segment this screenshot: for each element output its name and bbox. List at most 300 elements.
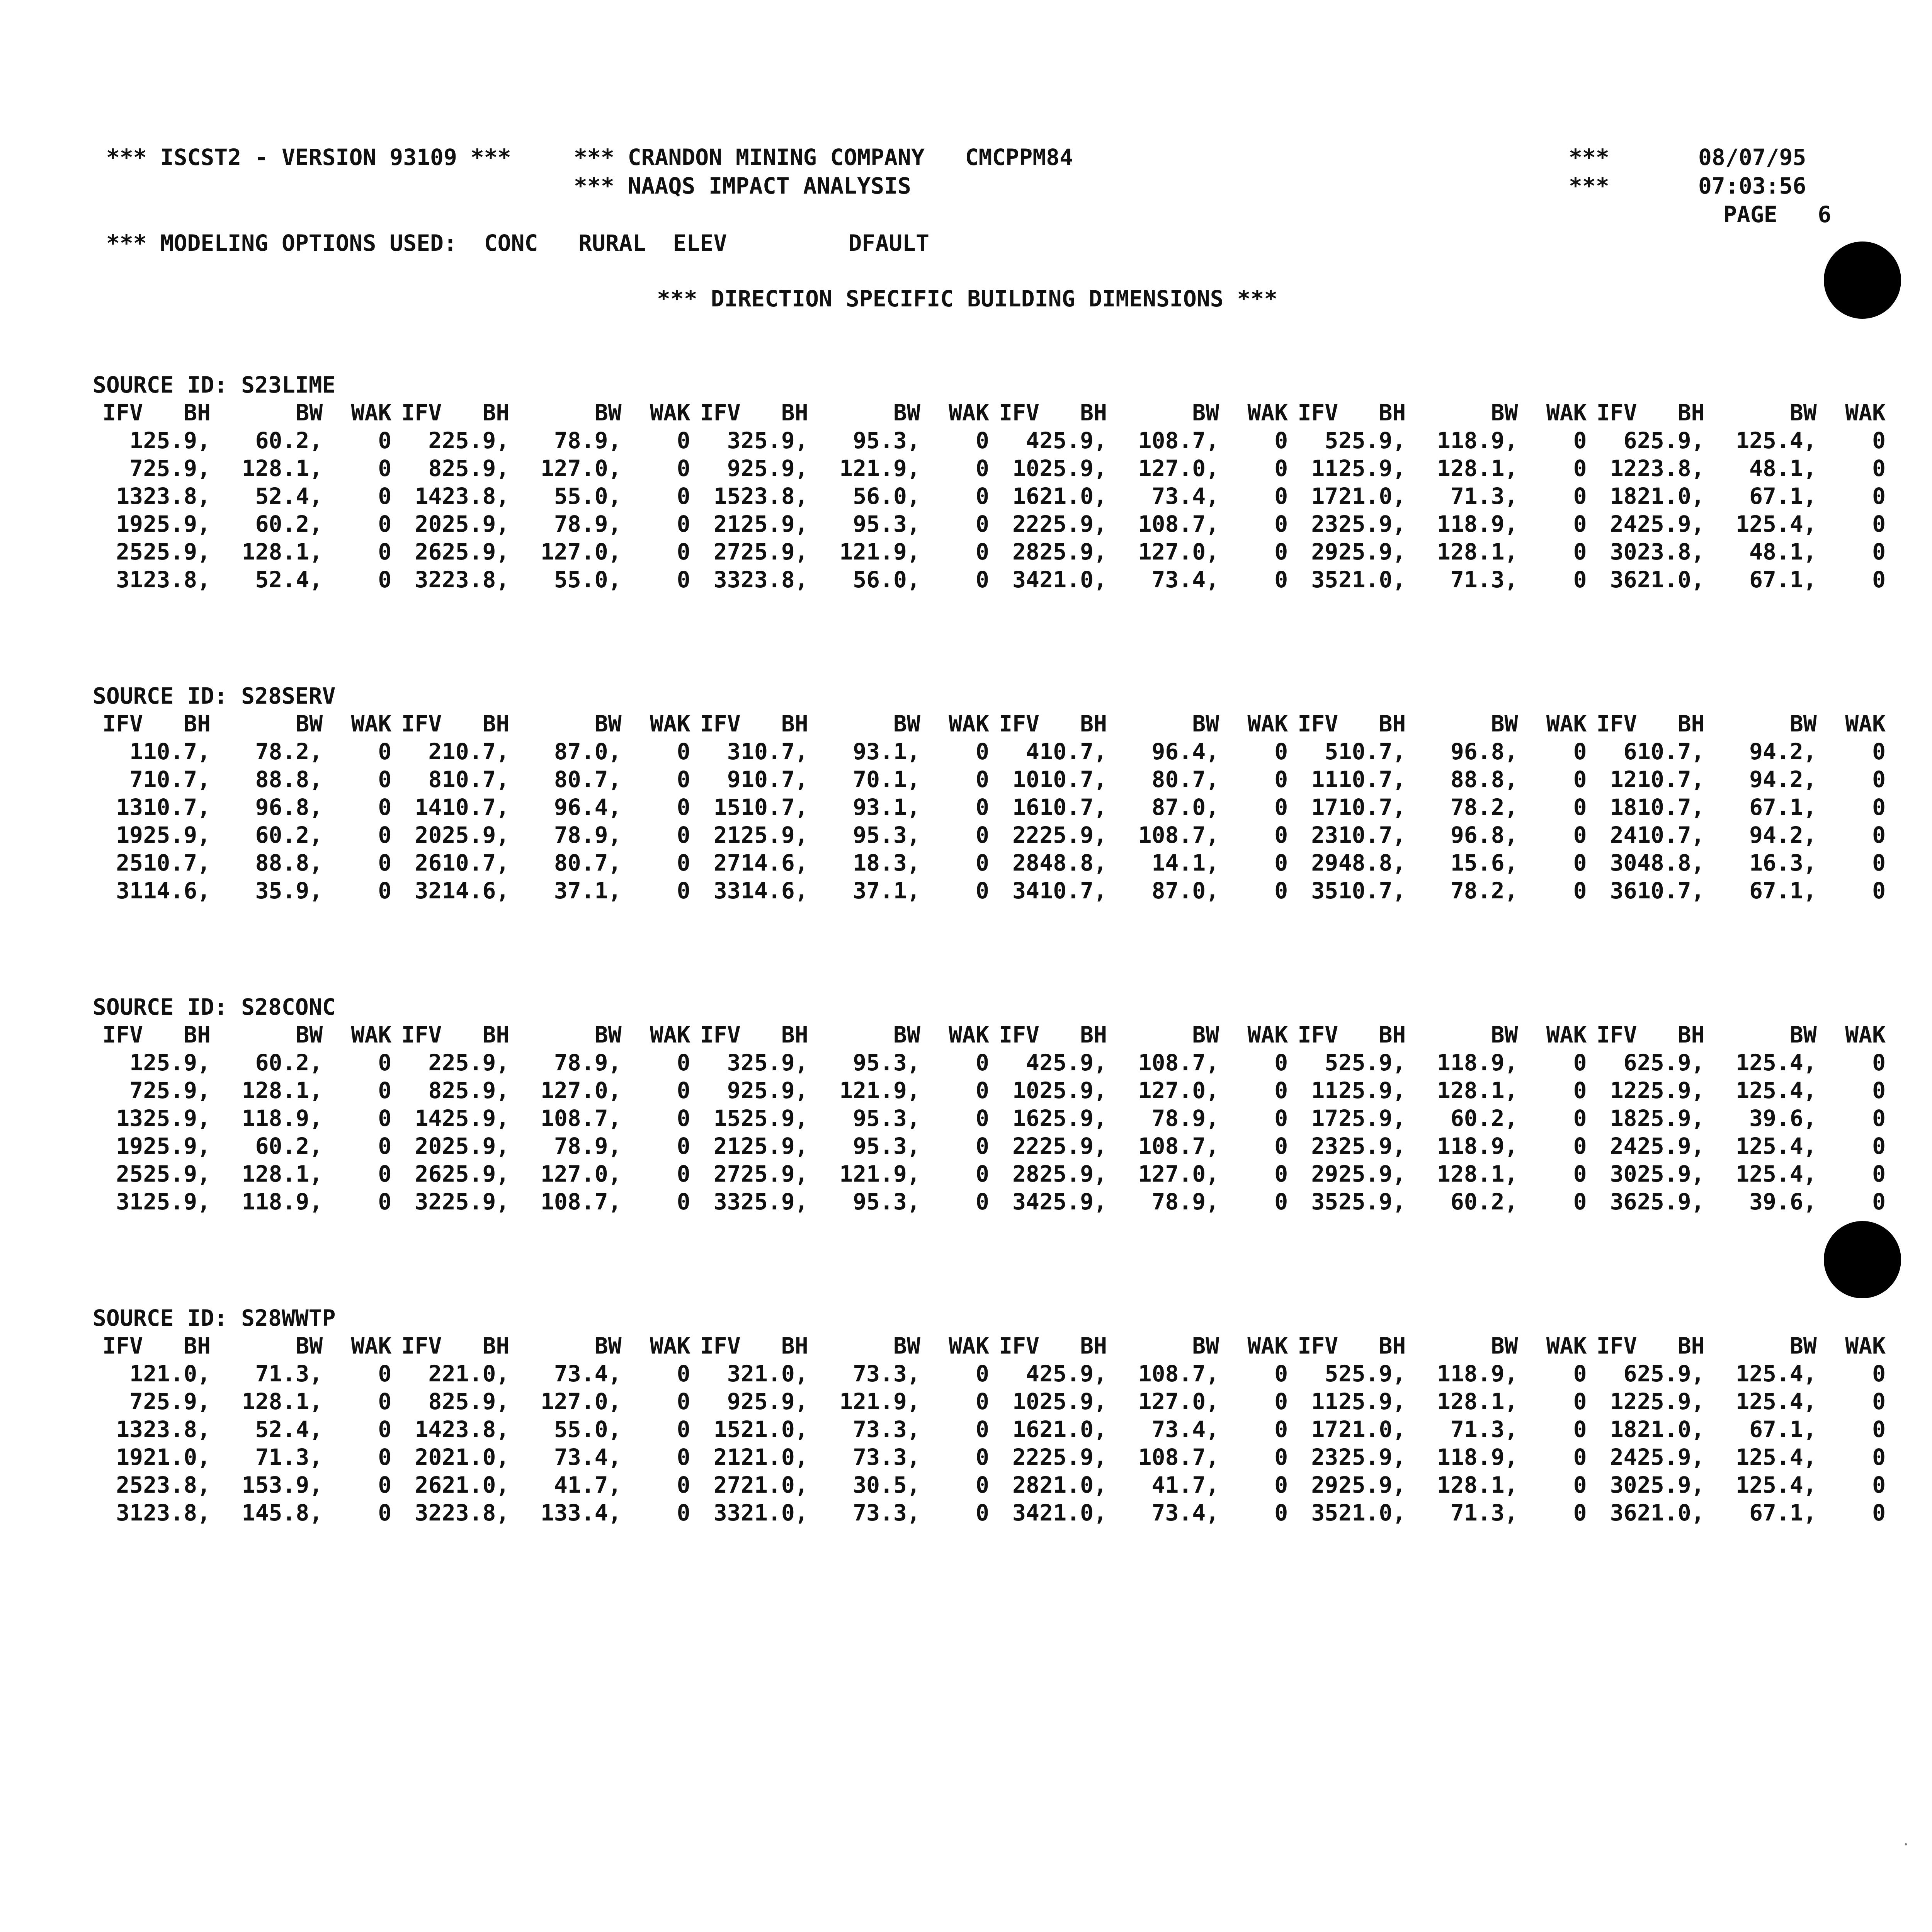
ifv-cell: 5 xyxy=(1325,738,1338,765)
bh-cell: 25.9, xyxy=(741,1189,808,1215)
ifv-cell: 23 xyxy=(1311,511,1338,537)
table-header-row xyxy=(93,1021,1886,1049)
wak-cell: 0 xyxy=(1573,566,1587,593)
wak-cell: 0 xyxy=(1274,1161,1288,1187)
ifv-cell: 25 xyxy=(116,850,143,876)
ifv-cell: 11 xyxy=(1311,766,1338,793)
ifv-cell: 19 xyxy=(116,1133,143,1159)
bw-cell: 71.3, xyxy=(1450,483,1518,509)
wak-cell: 0 xyxy=(378,1416,392,1442)
bw-cell: 73.3, xyxy=(853,1416,920,1442)
table-row xyxy=(93,1415,1886,1443)
column-header-ifv: IFV xyxy=(102,1333,143,1359)
ifv-cell: 6 xyxy=(1623,427,1637,454)
ifv-cell: 34 xyxy=(1012,1189,1039,1215)
column-header-wak: WAK xyxy=(351,1333,392,1359)
wak-cell: 0 xyxy=(677,850,690,876)
bw-cell: 108.7, xyxy=(1138,822,1219,848)
bw-cell: 127.0, xyxy=(541,1388,622,1415)
ifv-cell: 11 xyxy=(1311,455,1338,481)
bw-cell: 108.7, xyxy=(1138,427,1219,454)
bw-cell: 87.0, xyxy=(1151,794,1219,820)
source-id-title: SOURCE ID: S28CONC xyxy=(93,994,336,1020)
bh-cell: 10.7, xyxy=(1338,738,1406,765)
ifv-cell: 21 xyxy=(713,511,741,537)
wak-cell: 0 xyxy=(1573,1361,1587,1387)
table-header-row xyxy=(93,710,1886,738)
bh-cell: 25.9, xyxy=(741,1388,808,1415)
ifv-cell: 15 xyxy=(713,794,741,820)
bw-cell: 60.2, xyxy=(255,1133,323,1159)
header-stars-right-1: *** xyxy=(1569,144,1609,170)
bh-cell: 21.0, xyxy=(442,1472,510,1498)
bw-cell: 108.7, xyxy=(1138,511,1219,537)
ifv-cell: 15 xyxy=(713,1105,741,1131)
column-header-bh: BH xyxy=(1379,1022,1406,1048)
bh-cell: 25.9, xyxy=(442,511,510,537)
column-header-wak: WAK xyxy=(351,400,392,426)
bh-cell: 25.9, xyxy=(741,427,808,454)
bw-cell: 118.9, xyxy=(1437,1361,1518,1387)
bh-cell: 25.9, xyxy=(1039,822,1107,848)
column-header-bh: BH xyxy=(781,711,808,737)
wak-cell: 0 xyxy=(1274,427,1288,454)
ifv-cell: 7 xyxy=(129,455,143,481)
bh-cell: 21.0, xyxy=(1338,1500,1406,1526)
bh-cell: 23.8, xyxy=(741,566,808,593)
bh-cell: 10.7, xyxy=(1039,878,1107,904)
bh-cell: 25.9, xyxy=(1039,1388,1107,1415)
wak-cell: 0 xyxy=(1274,850,1288,876)
bh-cell: 25.9, xyxy=(1637,1133,1705,1159)
bh-cell: 25.9, xyxy=(442,1105,510,1131)
bw-cell: 78.2, xyxy=(1450,878,1518,904)
bw-cell: 39.6, xyxy=(1749,1189,1817,1215)
column-header-ifv: IFV xyxy=(1596,400,1637,426)
bw-cell: 133.4, xyxy=(541,1500,622,1526)
bh-cell: 21.0, xyxy=(1637,566,1705,593)
bh-cell: 21.0, xyxy=(741,1416,808,1442)
wak-cell: 0 xyxy=(1872,1189,1886,1215)
bw-cell: 95.3, xyxy=(853,427,920,454)
column-header-ifv: IFV xyxy=(999,1333,1039,1359)
bh-cell: 21.0, xyxy=(1338,483,1406,509)
bw-cell: 93.1, xyxy=(853,794,920,820)
bh-cell: 10.7, xyxy=(1637,794,1705,820)
column-header-bw: BW xyxy=(1789,1333,1817,1359)
bw-cell: 127.0, xyxy=(1138,1388,1219,1415)
wak-cell: 0 xyxy=(677,1444,690,1470)
bh-cell: 25.9, xyxy=(1039,1444,1107,1470)
wak-cell: 0 xyxy=(1274,766,1288,793)
column-header-bw: BW xyxy=(296,1333,323,1359)
ifv-cell: 10 xyxy=(1012,1388,1039,1415)
ifv-cell: 20 xyxy=(415,822,442,848)
column-header-ifv: IFV xyxy=(999,400,1039,426)
column-header-bw: BW xyxy=(1491,711,1518,737)
bh-cell: 25.9, xyxy=(442,1077,510,1104)
bw-cell: 73.4, xyxy=(1151,483,1219,509)
bw-cell: 118.9, xyxy=(1437,511,1518,537)
wak-cell: 0 xyxy=(378,850,392,876)
section-title: *** DIRECTION SPECIFIC BUILDING DIMENSIONS *** xyxy=(657,286,1278,312)
wak-cell: 0 xyxy=(677,455,690,481)
wak-cell: 0 xyxy=(1573,1416,1587,1442)
bh-cell: 10.7, xyxy=(1338,822,1406,848)
column-header-bw: BW xyxy=(1192,711,1219,737)
bw-cell: 128.1, xyxy=(1437,1161,1518,1187)
bh-cell: 21.0, xyxy=(1039,1500,1107,1526)
ifv-cell: 5 xyxy=(1325,1361,1338,1387)
ifv-cell: 13 xyxy=(116,794,143,820)
report-time: 07:03:56 xyxy=(1698,173,1806,199)
table-row xyxy=(93,1471,1886,1499)
column-header-ifv: IFV xyxy=(1596,1022,1637,1048)
column-header-bw: BW xyxy=(594,1022,622,1048)
bw-cell: 73.3, xyxy=(853,1500,920,1526)
wak-cell: 0 xyxy=(975,1049,989,1076)
column-header-bw: BW xyxy=(1192,1333,1219,1359)
ifv-cell: 18 xyxy=(1610,794,1637,820)
ifv-cell: 36 xyxy=(1610,566,1637,593)
wak-cell: 0 xyxy=(1872,455,1886,481)
wak-cell: 0 xyxy=(1274,738,1288,765)
ifv-cell: 26 xyxy=(415,1472,442,1498)
ifv-cell: 33 xyxy=(713,1500,741,1526)
wak-cell: 0 xyxy=(1573,1105,1587,1131)
wak-cell: 0 xyxy=(1573,850,1587,876)
building-dimensions-table xyxy=(93,399,1886,594)
bh-cell: 25.9, xyxy=(741,1133,808,1159)
bw-cell: 96.8, xyxy=(1450,822,1518,848)
bw-cell: 128.1, xyxy=(242,539,323,565)
ifv-cell: 21 xyxy=(713,1133,741,1159)
wak-cell: 0 xyxy=(1573,427,1587,454)
ifv-cell: 18 xyxy=(1610,1105,1637,1131)
bh-cell: 25.9, xyxy=(1338,1444,1406,1470)
table-row xyxy=(93,1360,1886,1388)
bw-cell: 95.3, xyxy=(853,1133,920,1159)
wak-cell: 0 xyxy=(677,539,690,565)
ifv-cell: 1 xyxy=(129,738,143,765)
column-header-ifv: IFV xyxy=(102,711,143,737)
ifv-cell: 26 xyxy=(415,850,442,876)
wak-cell: 0 xyxy=(1573,1444,1587,1470)
table-row xyxy=(93,1049,1886,1077)
bw-cell: 121.9, xyxy=(839,539,920,565)
wak-cell: 0 xyxy=(1573,1077,1587,1104)
bh-cell: 25.9, xyxy=(1637,1444,1705,1470)
ifv-cell: 25 xyxy=(116,539,143,565)
bw-cell: 127.0, xyxy=(1138,1161,1219,1187)
bh-cell: 25.9, xyxy=(1637,1472,1705,1498)
table-row xyxy=(93,1443,1886,1471)
ifv-cell: 16 xyxy=(1012,1416,1039,1442)
wak-cell: 0 xyxy=(677,566,690,593)
wak-cell: 0 xyxy=(1872,794,1886,820)
wak-cell: 0 xyxy=(1872,1388,1886,1415)
building-dimensions-table xyxy=(93,1021,1886,1216)
ifv-cell: 15 xyxy=(713,1416,741,1442)
bw-cell: 118.9, xyxy=(242,1105,323,1131)
wak-cell: 0 xyxy=(677,1472,690,1498)
bh-cell: 25.9, xyxy=(143,1105,211,1131)
wak-cell: 0 xyxy=(677,1105,690,1131)
wak-cell: 0 xyxy=(1573,738,1587,765)
wak-cell: 0 xyxy=(1573,1161,1587,1187)
bh-cell: 25.9, xyxy=(741,1161,808,1187)
ifv-cell: 32 xyxy=(415,566,442,593)
column-header-ifv: IFV xyxy=(1298,400,1338,426)
column-header-wak: WAK xyxy=(1546,1333,1587,1359)
wak-cell: 0 xyxy=(1274,483,1288,509)
column-header-ifv: IFV xyxy=(1298,1022,1338,1048)
bh-cell: 25.9, xyxy=(1637,511,1705,537)
wak-cell: 0 xyxy=(1872,1416,1886,1442)
bh-cell: 21.0, xyxy=(1039,483,1107,509)
bh-cell: 25.9, xyxy=(143,427,211,454)
ifv-cell: 2 xyxy=(428,1361,442,1387)
bw-cell: 95.3, xyxy=(853,1049,920,1076)
wak-cell: 0 xyxy=(1872,878,1886,904)
wak-cell: 0 xyxy=(1573,1388,1587,1415)
ifv-cell: 6 xyxy=(1623,1361,1637,1387)
bh-cell: 21.0, xyxy=(1039,1472,1107,1498)
wak-cell: 0 xyxy=(1872,566,1886,593)
ifv-cell: 27 xyxy=(713,1472,741,1498)
ifv-cell: 20 xyxy=(415,511,442,537)
bh-cell: 25.9, xyxy=(143,822,211,848)
bw-cell: 127.0, xyxy=(541,455,622,481)
ifv-cell: 2 xyxy=(428,427,442,454)
ifv-cell: 28 xyxy=(1012,850,1039,876)
ifv-cell: 24 xyxy=(1610,1133,1637,1159)
ifv-cell: 4 xyxy=(1026,738,1039,765)
column-header-wak: WAK xyxy=(1845,711,1886,737)
bw-cell: 128.1, xyxy=(242,1077,323,1104)
bh-cell: 10.7, xyxy=(143,794,211,820)
bw-cell: 67.1, xyxy=(1749,1416,1817,1442)
bh-cell: 25.9, xyxy=(1338,511,1406,537)
bh-cell: 23.8, xyxy=(442,566,510,593)
column-header-bh: BH xyxy=(1080,1022,1107,1048)
punch-hole-middle xyxy=(1824,1221,1901,1298)
bw-cell: 127.0, xyxy=(541,1077,622,1104)
bw-cell: 60.2, xyxy=(1450,1105,1518,1131)
wak-cell: 0 xyxy=(1872,1105,1886,1131)
ifv-cell: 9 xyxy=(727,1077,741,1104)
bh-cell: 10.7, xyxy=(1637,766,1705,793)
ifv-cell: 18 xyxy=(1610,1416,1637,1442)
bh-cell: 25.9, xyxy=(143,1189,211,1215)
bh-cell: 25.9, xyxy=(1039,511,1107,537)
bh-cell: 23.8, xyxy=(442,1500,510,1526)
ifv-cell: 35 xyxy=(1311,878,1338,904)
wak-cell: 0 xyxy=(1573,455,1587,481)
ifv-cell: 36 xyxy=(1610,878,1637,904)
ifv-cell: 30 xyxy=(1610,1472,1637,1498)
ifv-cell: 28 xyxy=(1012,1161,1039,1187)
table-row xyxy=(93,1188,1886,1216)
ifv-cell: 11 xyxy=(1311,1077,1338,1104)
bw-cell: 108.7, xyxy=(1138,1049,1219,1076)
bh-cell: 21.0, xyxy=(1039,566,1107,593)
column-header-bw: BW xyxy=(1789,711,1817,737)
bw-cell: 88.8, xyxy=(255,766,323,793)
wak-cell: 0 xyxy=(378,455,392,481)
ifv-cell: 25 xyxy=(116,1161,143,1187)
bw-cell: 60.2, xyxy=(255,1049,323,1076)
ifv-cell: 34 xyxy=(1012,878,1039,904)
bh-cell: 25.9, xyxy=(741,1049,808,1076)
column-header-bw: BW xyxy=(1491,400,1518,426)
punch-hole-top xyxy=(1824,242,1901,319)
bh-cell: 25.9, xyxy=(442,1133,510,1159)
ifv-cell: 12 xyxy=(1610,455,1637,481)
company-name: *** CRANDON MINING COMPANY CMCPPM84 xyxy=(574,144,1073,170)
bw-cell: 55.0, xyxy=(554,566,622,593)
ifv-cell: 17 xyxy=(1311,1416,1338,1442)
bw-cell: 78.9, xyxy=(554,511,622,537)
table-row xyxy=(93,510,1886,538)
wak-cell: 0 xyxy=(1274,1416,1288,1442)
wak-cell: 0 xyxy=(378,1077,392,1104)
bh-cell: 10.7, xyxy=(143,766,211,793)
wak-cell: 0 xyxy=(378,766,392,793)
bh-cell: 21.0, xyxy=(442,1361,510,1387)
bw-cell: 95.3, xyxy=(853,1189,920,1215)
wak-cell: 0 xyxy=(378,1444,392,1470)
bh-cell: 25.9, xyxy=(1637,1189,1705,1215)
wak-cell: 0 xyxy=(1872,1161,1886,1187)
column-header-bw: BW xyxy=(893,1022,920,1048)
ifv-cell: 28 xyxy=(1012,1472,1039,1498)
bw-cell: 60.2, xyxy=(255,427,323,454)
column-header-bh: BH xyxy=(482,400,510,426)
bh-cell: 21.0, xyxy=(442,1444,510,1470)
table-row xyxy=(93,454,1886,482)
bw-cell: 48.1, xyxy=(1749,455,1817,481)
bw-cell: 121.9, xyxy=(839,455,920,481)
ifv-cell: 31 xyxy=(116,1189,143,1215)
wak-cell: 0 xyxy=(975,1189,989,1215)
ifv-cell: 19 xyxy=(116,822,143,848)
ifv-cell: 36 xyxy=(1610,1500,1637,1526)
wak-cell: 0 xyxy=(378,483,392,509)
bw-cell: 127.0, xyxy=(541,1161,622,1187)
wak-cell: 0 xyxy=(975,539,989,565)
bh-cell: 25.9, xyxy=(1338,1361,1406,1387)
wak-cell: 0 xyxy=(1274,794,1288,820)
ifv-cell: 12 xyxy=(1610,1388,1637,1415)
bh-cell: 21.0, xyxy=(741,1500,808,1526)
bh-cell: 25.9, xyxy=(143,455,211,481)
bw-cell: 118.9, xyxy=(242,1189,323,1215)
bh-cell: 10.7, xyxy=(1338,766,1406,793)
modeling-options: *** MODELING OPTIONS USED: CONC RURAL ELEV DFAULT xyxy=(106,230,930,256)
ifv-cell: 13 xyxy=(116,483,143,509)
bw-cell: 48.1, xyxy=(1749,539,1817,565)
ifv-cell: 29 xyxy=(1311,1472,1338,1498)
column-header-bw: BW xyxy=(1789,400,1817,426)
column-header-wak: WAK xyxy=(1546,711,1587,737)
bh-cell: 25.9, xyxy=(1637,1361,1705,1387)
ifv-cell: 24 xyxy=(1610,1444,1637,1470)
wak-cell: 0 xyxy=(1872,427,1886,454)
column-header-wak: WAK xyxy=(650,400,690,426)
wak-cell: 0 xyxy=(1573,1500,1587,1526)
column-header-bh: BH xyxy=(781,400,808,426)
bw-cell: 108.7, xyxy=(541,1105,622,1131)
bw-cell: 118.9, xyxy=(1437,1133,1518,1159)
bw-cell: 78.9, xyxy=(554,1133,622,1159)
ifv-cell: 27 xyxy=(713,539,741,565)
ifv-cell: 17 xyxy=(1311,794,1338,820)
bw-cell: 95.3, xyxy=(853,822,920,848)
bh-cell: 10.7, xyxy=(1637,822,1705,848)
ifv-cell: 30 xyxy=(1610,1161,1637,1187)
bw-cell: 87.0, xyxy=(1151,878,1219,904)
wak-cell: 0 xyxy=(1872,1049,1886,1076)
wak-cell: 0 xyxy=(1274,1133,1288,1159)
bh-cell: 23.8, xyxy=(143,1500,211,1526)
wak-cell: 0 xyxy=(1274,455,1288,481)
ifv-cell: 33 xyxy=(713,1189,741,1215)
bh-cell: 25.9, xyxy=(741,539,808,565)
ifv-cell: 32 xyxy=(415,1500,442,1526)
bw-cell: 60.2, xyxy=(1450,1189,1518,1215)
column-header-ifv: IFV xyxy=(700,1333,741,1359)
table-row xyxy=(93,427,1886,454)
bw-cell: 71.3, xyxy=(255,1361,323,1387)
ifv-cell: 7 xyxy=(129,1077,143,1104)
bh-cell: 25.9, xyxy=(442,539,510,565)
ifv-cell: 31 xyxy=(116,878,143,904)
wak-cell: 0 xyxy=(378,566,392,593)
column-header-bh: BH xyxy=(184,400,211,426)
bh-cell: 25.9, xyxy=(741,511,808,537)
bw-cell: 95.3, xyxy=(853,511,920,537)
ifv-cell: 4 xyxy=(1026,1049,1039,1076)
bh-cell: 48.8, xyxy=(1039,850,1107,876)
bh-cell: 25.9, xyxy=(143,511,211,537)
wak-cell: 0 xyxy=(677,1388,690,1415)
wak-cell: 0 xyxy=(975,1133,989,1159)
bw-cell: 67.1, xyxy=(1749,566,1817,593)
wak-cell: 0 xyxy=(1274,822,1288,848)
bh-cell: 25.9, xyxy=(1637,1388,1705,1415)
wak-cell: 0 xyxy=(1872,1133,1886,1159)
wak-cell: 0 xyxy=(1573,878,1587,904)
bh-cell: 25.9, xyxy=(143,1049,211,1076)
bh-cell: 25.9, xyxy=(1039,1049,1107,1076)
bh-cell: 25.9, xyxy=(1338,539,1406,565)
column-header-bh: BH xyxy=(482,711,510,737)
wak-cell: 0 xyxy=(1573,483,1587,509)
table-row xyxy=(93,538,1886,566)
column-header-bw: BW xyxy=(594,400,622,426)
bw-cell: 60.2, xyxy=(255,511,323,537)
bw-cell: 125.4, xyxy=(1736,1388,1817,1415)
wak-cell: 0 xyxy=(677,511,690,537)
source-id-title: SOURCE ID: S23LIME xyxy=(93,372,336,398)
column-header-ifv: IFV xyxy=(102,400,143,426)
bw-cell: 125.4, xyxy=(1736,1133,1817,1159)
wak-cell: 0 xyxy=(378,1472,392,1498)
ifv-cell: 24 xyxy=(1610,822,1637,848)
bw-cell: 121.9, xyxy=(839,1161,920,1187)
table-row xyxy=(93,1077,1886,1104)
